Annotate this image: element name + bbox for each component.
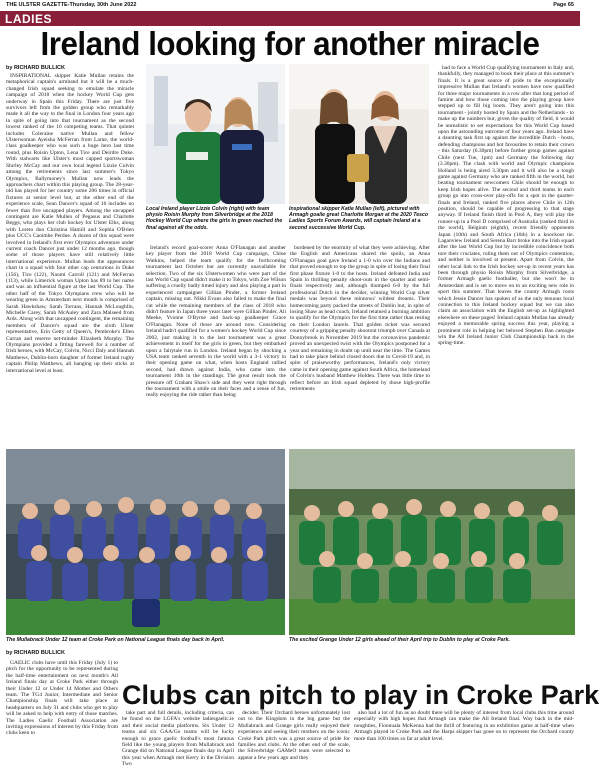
- page-header: [0, 0, 580, 10]
- photo1-caption: Local Ireland player Lizzie Colvin (right) with team physio Roisin Murphy from Silverbridge at the 2018 Hockey World Cup where the girls in green reached the final against all the odds.: [146, 206, 283, 231]
- main-headline: Ireland looking for another miracle: [40, 25, 540, 62]
- photo-mullan-morgan-image: [289, 64, 429, 204]
- story2-col3-text: decider. Their Orchard heroes unfortunately lost out to the Kingdom in the big game but the Mullabrack and Grange girls really enjoyed their experience and seeing their mothers on the iconic Croke Park pitch was a great source of pride for families and clubs. At the other end of the scale, the Silverbridge GAMeO team were selected to appear a few years ago and they: [238, 710, 350, 761]
- section-title: LADIES: [5, 12, 53, 26]
- story2-col1-text: GAELIC clubs have until this Friday (July 1) to pitch for the opportunity to be represented during the half-time entertainment on next month's All Ireland finals day at Croke Park either through their Under 12 or Under 14 Mother and Others team. The TG4 Junior, Intermediate and Senior Championship finals will take place at headquarters on July 31 and clubs who get to play will be asked to help with entry of those matches. The Ladies Gaelic Football Association are inviting expressions of interest by this Friday from clubs keen to: [6, 660, 118, 737]
- page-number: Page 65: [553, 2, 574, 8]
- story1-col4-text: had to face a World Cup qualifying tournament in Italy and, thankfully, they managed to book their place at this summer's finals. It is a great source of pride to the exceptionally impressive Mullan that Ireland's women have now qualified for three major tournaments in a row after that long period of famine and how those coming into the playing group have stepped up to fill big boots. They aren't going into this tournament - jointly hosted by Spain and the Netherlands - to make up the numbers but, given the quality of field, it would be unrealistic to set expectations for this World Cup based upon the astounding outcome of four years ago. Ireland have a daunting task first up against the incredible Dutch - hosts, defending champions and hot favourites to retain their crown - this Saturday (6.30pm) before further group games against Chile (next Tue, 1pm) and Germany the following day (3.30pm). The clash with world and Olympic champions Holland is being aired 3.30pm and it will also be a tough game against Germany who are ranked fifth in the world, but beating tournament newcomers Chile should be enough to keep Irish hopes alive. The second and third teams in each group go into cross-over play-offs for a spot in the quarter-finals and Ireland, ranked five places above Chile in 12th position, should be capable of progressing to that stage anyway. If Ireland finish third in Pool A, they will play the runner-up in a Pool D comprised of Australia (ranked third in the world), Belgium (eighth), recent friendly opponents Japan (10th) and South Africa (16th) in a knockout tie. Laganview Ireland and Serena Barr broke into the Irish squad after the last World Cup but by incredible coincidence both tore their cruciates, ruling them out of Olympics contention, and neither is involved at present. Apart from Colvin, the other local link to the Irish hockey set-up in recent years has been through physio Roisin Murphy from Silverbridge, a former Armagh gaelic footballer, but she won't be in Amsterdam and is set to move on to an exciting new role in sport this summer. That leaves the county Armagh roots which Jessie Dancer has spoken of as the only tenuous local connection to this Ireland hockey squad but we can also claim an association with the English set-up as highlighted elsewhere on these pages! Ireland captain Mullan has already enjoyed a memorable spring success this year, playing a prominent role in helping her beloved Stephen Ban camogie win the All Ireland Junior Club Championship back in the spring-time.: [438, 65, 574, 347]
- story1-column-2: [146, 245, 286, 445]
- photo-mullabrack-team-image: [6, 449, 285, 635]
- story1-column-4: [438, 65, 574, 446]
- section-banner: [0, 11, 580, 26]
- photo2-caption: Inspirational skipper Katie Mullan (left), pictured with Armagh goalie great Charlotte Morgan at the 2020 Tesco Ladies Sports Forum Awards, will captain Ireland at a second successive World Cup.: [289, 206, 429, 231]
- story2-col2-text: take part and full details, including criteria, can be found on the LGFA's website ladiesgaelic.ie and their social media platforms. Six Under 12 teams and six GAA/Go teams will be lucky enough to grace gaelic football's most famous field like the young players from Mullabrack and Grange did on National League finals day in April this year when Armagh met Kerry in the Division Two: [122, 710, 234, 768]
- story1-col2-text: Ireland's record goal-scorer Anna O'Flanagan and another key player from the 2018 World Cup campaign, Chloe Watkins, helped the team qualify for the forthcoming tournament last October but are currently unavailable for selection. Two of the six Ulsterwomen who were part of the last World Cup squad didn't make it to Tokyo, with Zoe Wilson suffering a cruelly badly timed injury and also playing a part in experienced campaigner Gillian Pinder, a former Ireland captain, missing out. Nikki Evans also failed to make the final cut while the remaining members of the class of 2018 who didn't feature in Japan three years later were Gillian Pinder, Ali Meeke, Yvonne O'Byrne and back-up goalkeeper Grace O'Flanagan. None of those are around now. Considering Ireland hadn't qualified for a women's hockey World Cup since 2002, just making it to the last tournament was a great achievement in itself for the girls in green, but they embarked upon a fairytale run in London. Ireland began by shocking a USA team ranked seventh in the world with a 3-1 victory in their opening game on what, when hosts England rallied second, had drawn against India, who came into the tournament 10th in the standings. The great result took the pressure off Graham Shaw's side and they went right through the tournament with a smile on their faces and a sense of fun, really enjoying the ride rather than being: [146, 245, 286, 399]
- photo-grange-team-image: [289, 449, 575, 635]
- photo3-caption: The Mullabrack Under 12 team at Croke Park on National League finals day back in April.: [6, 637, 225, 643]
- photo-colvin-physio: [146, 64, 285, 204]
- story2-headline: Clubs can pitch to play in Croke Park: [122, 680, 599, 710]
- story2-byline: by RICHARD BULLICK: [6, 650, 65, 656]
- story2-column-2: [122, 710, 234, 768]
- story1-column-3: [290, 245, 430, 445]
- story2-col4-text: also had a lot of fun as no doubt there will be plenty of interest from local clubs this time around especially with high hopes that Armagh can make the All Ireland final. Way back in the mid-noughties, Fionnuala McKenna had the thrill of featuring in an exhibition game at half-time when Armagh played in Croke Park and the Harps skipper has gone on to represent the Orchard county more than 100 times so far at adult level.: [354, 710, 574, 742]
- photo4-caption: The excited Grange Under 12 girls ahead of their April trip to Dublin to play at Croke Park.: [289, 637, 510, 643]
- paper-date: THE ULSTER GAZETTE-Thursday, 30th June 2022: [6, 2, 137, 8]
- story2-column-4: [354, 710, 574, 742]
- photo-grange-team: [289, 449, 575, 635]
- story1-col1-text: INSPIRATIONAL skipper Katie Mullan retains the metaphorical captain's armband but it will be a much-changed Irish squad seeking to emulate the miracle campaign of 2018 when the hockey World Cup gets underway in Spain this Friday. There are just five survivors left from the golden group who remarkably made it all the way to the final in London four years ago in spite of going into that tournament as the second lowest ranked of the 16 competing teams. That quintet includes Coleraine native Mullan and fellow Ulsterwoman Ayeisha McFerran from Larne, the world-class goalkeeper who was such a huge hero last time round, plus Roisin Upton, Lena Tice and Deirdre Duke. With stalwarts like Ulster's most capped sportswoman Shirley McCay and our own local legend Lizzie Colvin among the retirements since last summer's Tokyo Olympics, Ballymoney's Mullan now leads the approachers chart within this playing group. The 28-year-old has played for her country some 206 times in official fixtures at senior level but, at the other end of the experience scale, Sean Dancer's squad of 16 includes no fewer than five uncapped players. Among the uncapped contingent are Katie Mullen of Pegasus and Charlotte Beggs, who plays her club hockey for Ulster Elks, along with Loreto duo Christina Hamill and Sophia O'Brien plus UCC's Caoimhe Perdue. A dozen of this squad were involved in Ireland's first ever Olympics adventure under current coach Dancer just under 12 months ago, though some of those players have still relatively little international experience. Mullan leads the appearances chart in a squad with four other cap centurions in Duke (156), Tice (122), Naomi Carroll (121) and McFerran (113), while Limerick woman Upton has 89 to her name and was an influential figure at the last World Cup. The other half of the Tokyo Olympians crew who will be wearing green in Amsterdam next month is comprised of Sarah Hawkshaw, Sarah Torrans, Hannah McLoughlin, Michelle Carey, Sarah McAuley and Zara Malseed from Ards. Along with that uncapped contingent, the remaining members of Dancer's squad are the sixth Ulster representative, Erin Getty of Queen's, Pembroke's Ellen Curran and reserve net-minder Elizabeth Murphy. The Olympians provided a fitting farewell for a number of Irish heroes, with McCay, Colvin, Nicci Daly and Hannah Matthews, Dublin-born daughter of former Ireland rugby captain Philip Matthews, all hanging up their sticks at international level at least.: [6, 73, 134, 374]
- story1-col3-text: burdened by the enormity of what they were achieving. After the English and Americans shared the spoils, an Anna O'Flanagan goal gave Ireland a 1-0 win over the Indians and that proved enough to top the group in spite of losing their final first phase fixture 1-0 to the hosts. Ireland defeated India and Spain in thrilling penalty shoot-outs in the quarter and semi-finals respectively and, although thumped 6-0 by the full professional Dutch in the decider, winning World Cup silver medals was beyond these minnows' wildest dreams. Their homecoming party packed the streets of Dublin but, in spite of losing Shaw as head coach, Ireland retained a burning ambition to qualify for the Olympics for the first time rather than resting on their London laurels. That golden ticket was secured courtesy of a gripping penalty shootout triumph over Canada at Donnybrook in November 2019 but the coronavirus pandemic proved an unexpected twist with the Olympics postponed for a year and remaining in doubt up until near the time. The Games had to take place behind closed doors due to Covid-19 and, in spite of praiseworthy performances, Ireland's only victory came in their opening game against South Africa, the homeland of Colvin's husband Matthew Holden. There was little time to reflect before an Irish squad depleted by those high-profile retirements: [290, 245, 430, 392]
- story2-column-1: [6, 660, 118, 736]
- story1-byline: by RICHARD BULLICK: [6, 65, 65, 71]
- photo-mullan-morgan: [289, 64, 429, 204]
- photo-colvin-physio-image: [146, 64, 285, 204]
- photo-mullabrack-team: [6, 449, 285, 635]
- story1-column-1: [6, 73, 134, 446]
- story2-column-3: [238, 710, 350, 761]
